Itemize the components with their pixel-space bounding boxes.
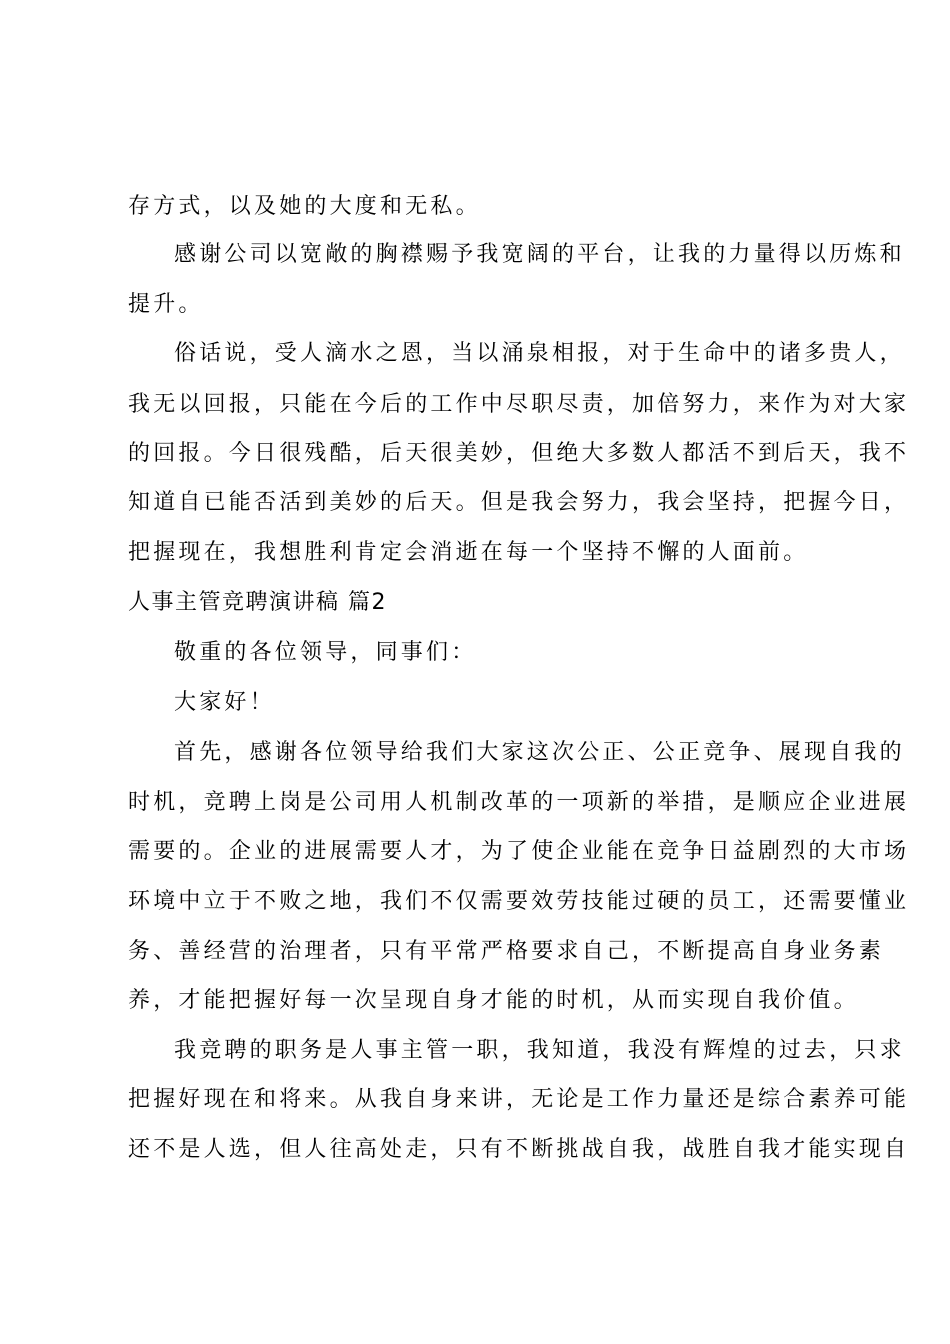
text-line: 时机，竞聘上岗是公司用人机制改革的一项新的举措，是顺应企业进展	[128, 790, 910, 815]
text-line: 环境中立于不败之地，我们不仅需要效劳技能过硬的员工，还需要懂业	[128, 889, 910, 914]
text-line: 知道自已能否活到美妙的后天。但是我会努力，我会坚持，把握今日，	[128, 490, 910, 515]
text-line: 俗话说，受人滴水之恩，当以涌泉相报，对于生命中的诸多贵人，	[174, 341, 905, 366]
text-line: 还不是人选，但人往高处走，只有不断挑战自我，战胜自我才能实现自	[128, 1137, 910, 1162]
section-heading: 人事主管竞聘演讲稿 篇2	[128, 590, 387, 615]
text-line: 感谢公司以宽敞的胸襟赐予我宽阔的平台，让我的力量得以历炼和	[174, 242, 905, 267]
text-line: 首先，感谢各位领导给我们大家这次公正、公正竞争、展现自我的	[174, 740, 905, 765]
text-line: 的回报。今日很残酷，后天很美妙，但绝大多数人都活不到后天，我不	[128, 441, 910, 466]
text-line: 我无以回报，只能在今后的工作中尽职尽责，加倍努力，来作为对大家	[128, 392, 910, 417]
text-line: 把握好现在和将来。从我自身来讲，无论是工作力量还是综合素养可能	[128, 1087, 910, 1112]
text-line: 养，才能把握好每一次呈现自身才能的时机，从而实现自我价值。	[128, 988, 859, 1013]
text-line: 存方式，以及她的大度和无私。	[128, 194, 481, 219]
text-line: 我竞聘的职务是人事主管一职，我知道，我没有辉煌的过去，只求	[174, 1038, 905, 1063]
text-line: 把握现在，我想胜利肯定会消逝在每一个坚持不懈的人面前。	[128, 540, 809, 565]
text-line: 务、善经营的治理者，只有平常严格要求自己，不断提高自身业务素	[128, 939, 885, 964]
text-line: 敬重的各位领导，同事们：	[174, 640, 477, 665]
text-line: 提升。	[128, 292, 204, 317]
text-line: 大家好！	[174, 690, 275, 715]
text-line: 需要的。企业的进展需要人才，为了使企业能在竞争日益剧烈的大市场	[128, 839, 910, 864]
